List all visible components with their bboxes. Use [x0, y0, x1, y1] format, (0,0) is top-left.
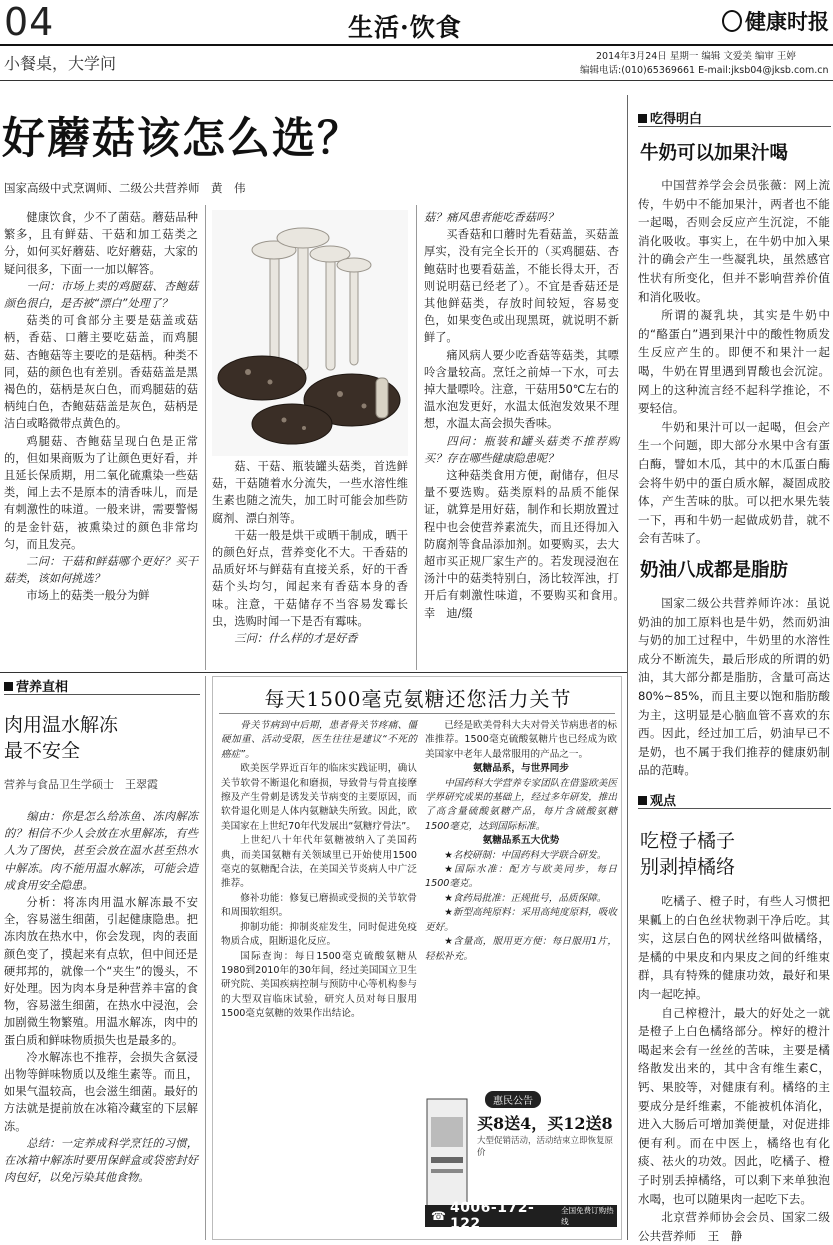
product-box-icon — [425, 1097, 469, 1217]
thaw-headline-line1: 肉用温水解冻 — [4, 714, 119, 736]
paragraph: 总结：一定养成科学烹饪的习惯，在冰箱中解冻时要用保鲜盒或袋密封好肉包好，以免污染其他食物。 — [4, 1136, 198, 1185]
paragraph: 这种菇类食用方便，耐储存，但尽量不要选购。菇类原料的品质不能保证，就算是用好菇，制作和长期放置过程中也会使营养素流失，而且还得加入防腐剂等食品添加剂。如要购买，去大超市买正规厂家生产的。若发现浸泡在汤汁中的菇类特别白，汤比较浑浊，打开后有刺激性味道，不要购买和食用。 幸 迪/缀 — [424, 469, 631, 620]
thaw-article-body — [4, 808, 198, 1240]
paragraph: 氨糖品系五大优势 — [482, 835, 560, 847]
section-square-icon — [4, 682, 13, 691]
paragraph: 菇、干菇、瓶装罐头菇类，首选鲜菇，干菇随着水分流失，一些水溶性维生素也随之流失，加工时可能会加些防腐剂、漂白剂等。 — [212, 460, 408, 525]
promo-phone-note: 全国免费订购热线 — [561, 1206, 614, 1226]
paragraph: ★国际水准：配方与欧美同步，每日1500毫克。 — [425, 864, 617, 890]
orange-headline-line2: 别剥掉橘络 — [640, 856, 736, 878]
paragraph: 中国药科大学营养专家团队在借鉴欧美医学界研究成果的基础上，经过多年研发，推出了高含量硫酸氨糖产品，每片含硫酸氨糖1500毫克，达到国际标准。 — [425, 777, 617, 832]
contact-line: 编辑电话:(010)65369661 E-mail:jksb04@jksb.com.cn — [580, 65, 829, 76]
section-square-icon — [638, 114, 647, 123]
paragraph: 市场上的菇类一般分为鲜 — [26, 589, 150, 603]
promo-offer: 买8送4，买12送8 — [477, 1114, 613, 1133]
milk-headline: 牛奶可以加果汁喝 — [640, 143, 789, 164]
milk-article-body — [638, 176, 830, 548]
mushroom-photo — [212, 210, 408, 456]
paragraph: 上世纪八十年代年氨糖被纳入了美国药典，而美国氨糖有关领域里已开始使用1500毫克的氨糖配合法，在美国关节炎病人中广泛推荐。 — [221, 835, 417, 890]
thaw-headline-line2: 最不安全 — [4, 740, 81, 762]
paragraph: 分析：将冻肉用温水解冻最不安全，容易滋生细菌，引起健康隐患。把冻肉放在热水中，你会发现，肉的表面颜色变了，摸起来有点软，但中间还是硬邦邦的，就像一个“夹生”的馒头，不好处理。因为肉本身是种营养丰富的食物，容易滋生细菌，在热水中浸泡，会加剧微生物繁殖。用温水解冻，肉中的蛋白质和鲜味物质损失也是最多的。 — [4, 896, 198, 1047]
page-number: 04 — [4, 0, 55, 44]
paragraph: 吃橘子、橙子时，有些人习惯把果瓤上的白色丝状物剥干净后吃。其实，这层白色的网状丝络叫做橘络，是橘的中果皮和内果皮之间的纤维束群，具有特殊的健康功效，最好和果肉一起吃掉。 — [638, 894, 830, 1001]
paragraph: 已经是欧美骨科大夫对骨关节病患者的标准推荐。1500毫克硫酸氨糖片也已经成为欧美国家中老年人最常服用的产品之一。 — [425, 720, 617, 760]
section-label-opinion: 观点 — [638, 790, 676, 809]
paragraph: 痛风病人要少吃香菇等菇类，其嘌呤含量较高。烹饪之前焯一下水，可去掉大量嘌呤。注意，干菇用50℃左右的温水泡发更好，水温太低泡发效果不理想，水温太高会损失香味。 — [424, 348, 619, 431]
main-article-col2 — [212, 458, 408, 670]
paragraph: 健康饮食，少不了菌菇。蘑菇品种繁多，且有鲜菇、干菇和加工菇类之分，如何买好蘑菇、吃好蘑菇，大家的疑问很多，下面一一加以解答。 — [4, 211, 198, 276]
advert-headline: 每天1500毫克氨糖还您活力关节 — [264, 687, 572, 711]
section-square-icon — [638, 796, 647, 805]
paragraph: 牛奶和果汁可以一起喝，但会产生一个问题，即大部分水果中含有蛋白酶，譬如木瓜，其中的木瓜蛋白酶会将牛奶中的蛋白质水解，凝固成胶体，产生苦味的肽。可以把水果先装一下，再和牛奶一起做成奶昔，就不会有苦味了。 — [638, 419, 830, 546]
logo-mark-icon — [722, 10, 742, 32]
date-line: 2014年3月24日 星期一 编辑 文爱美 编审 王婷 — [596, 51, 796, 62]
paragraph: 二问：干菇和鲜菇哪个更好？买干菇类，该如何挑选？ — [4, 555, 198, 586]
cream-article-body — [638, 594, 830, 780]
paragraph: ★新型高纯原料：采用高纯度原料，吸收更好。 — [425, 907, 617, 933]
section-label-eat: 吃得明白 — [638, 108, 702, 127]
paragraph: 鸡腿菇、杏鲍菇呈现白色是正常的，但如果商贩为了让颜色更好看，并且延长保质期，用二氧化硫熏染一些菇类，闻上去不是原本的清香味儿，而是有刺激性的味道。一般来讲，需要警惕的是金针菇，被熏染过的颜色非常均匀，而且发亮。 — [4, 434, 198, 551]
paragraph: 中国营养学会会员张薇：网上流传，牛奶中不能加果汁，两者也不能一起喝，否则会反应产生沉淀，不能消化吸收。事实上，在牛奶中加入果汁的确会产生一些凝乳块，虽然感官性状有所变化，但并不影响营养价值和消化吸收。 — [638, 178, 830, 304]
main-article-col3 — [424, 209, 631, 669]
paragraph: 一问：市场上卖的鸡腿菇、杏鲍菇颜色很白，是否被“漂白”处理了？ — [4, 279, 198, 311]
thaw-byline: 营养与食品卫生学硕士 王翠霞 — [4, 778, 158, 791]
paragraph: 氨糖品系，与世界同步 — [473, 763, 569, 775]
paragraph: 国际查询：每日1500毫克硫酸氨糖从1980到2010年的30年间，经过美国国立卫生研究院、美国疾病控制与预防中心等机构参与的大型双盲临床试验，研究人员对每日服用1500毫克氨糖的效果作出结论。 — [221, 950, 417, 1020]
paragraph: ★名校研制：中国药科大学联合研发。 — [444, 849, 607, 861]
main-headline: 好蘑菇该怎么选？ — [2, 114, 362, 164]
promo-phone: 4006-172-122 — [449, 1200, 535, 1232]
advert-col1 — [221, 719, 417, 1231]
logo-text: 健康时报 — [745, 9, 829, 34]
section-title: 生活·饮食 — [348, 13, 462, 42]
paragraph: 菇？痛风患者能吃香菇吗？ — [424, 211, 559, 224]
advert-promo — [425, 1087, 617, 1235]
main-byline: 国家高级中式烹调师、二级公共营养师 黄 伟 — [4, 181, 246, 195]
paragraph: 欧美医学界近百年的临床实践证明，确认关节软骨不断退化和磨损，导致骨与骨直接摩擦及产生骨刺是诱发关节病变的主要原因，而软骨退化则是人体内氨糖缺失所致。因此，欧美国家在上世纪70年代发展出“氨糖疗骨法”。 — [221, 763, 417, 832]
paragraph: 骨关节病到中后期，患者骨关节疼痛、僵硬加重、活动受限，医生往往是建议“不死的癌症”。 — [221, 720, 417, 760]
section-label-nutrition: 营养直相 — [4, 676, 68, 695]
main-article-col1 — [4, 209, 198, 669]
column-name: 小餐桌，大学问 — [4, 54, 117, 73]
paragraph: 四问：瓶装和罐头菇类不推荐购买？存在哪些健康隐患呢？ — [424, 434, 619, 465]
promo-phone-bar — [425, 1200, 617, 1232]
promo-sub: 大型促销活动，活动结束立即恢复原价 — [477, 1136, 614, 1158]
paragraph: 干菇一般是烘干或晒干制成，晒干的颜色好点，营养变化不大。干香菇的品质好坏与鲜菇有直接关系，好的干香菇个头均匀，闻起来有香菇本身的香味。注意，干菇储存不当容易发霉长虫，选购时闻一下是否有霉味。 — [212, 528, 408, 628]
paragraph: 所谓的凝乳块，其实是牛奶中的“酪蛋白”遇到果汁中的酸性物质发生反应产生的。即便不和果汁一起喝，牛奶在胃里遇到胃酸也会沉淀。网上的这种流言经不起科学推论，不要轻信。 — [638, 308, 830, 416]
advert-box — [212, 676, 622, 1240]
paragraph: 三问：什么样的才是好香 — [234, 632, 358, 646]
logo — [722, 6, 829, 36]
paragraph: ★含量高，服用更方便：每日服用1片，轻松补充。 — [425, 936, 617, 962]
phone-icon: ☎ — [431, 1209, 446, 1223]
paragraph: 买香菇和口蘑时先看菇盖，买菇盖厚实，没有完全长开的（买鸡腿菇、杏鲍菇时也要看菇盖，不能长得太开，否则说明菇已经老了）。不宜是香菇还是其他鲜菇类，存放时间较短，容易变色，如果变色或出现黑斑，就说明不新鲜了。 — [424, 228, 619, 345]
paragraph: 修补功能：修复已磨损或受损的关节软骨和周围软组织。 — [221, 892, 417, 919]
paragraph: 冷水解冻也不推荐，会损失含氨浸出物等鲜味物质以及维生素等。而且，如果气温较高，也会滋生细菌。最好的方法就是提前放在冰箱冷藏室的下层解冻。 — [4, 1050, 198, 1133]
orange-headline-line1: 吃橙子橘子 — [640, 830, 736, 852]
col1-paras — [4, 209, 198, 605]
paragraph: 国家二级公共营养师许冰：虽说奶油的加工原料也是牛奶，然而奶油与奶的加工过程中，牛奶里的水溶性成分不断流失，最后形成的所谓的奶油，其大部分都是脂肪，含量可高达80%~85%，而且主要以饱和脂肪酸为主，这明显是心脑血管不喜欢的东西。因此，经过加工后，奶油早已不是奶，也不属于我们推荐的健康奶制品的范畴。 — [638, 596, 830, 778]
paragraph: 菇类的可食部分主要是菇盖或菇柄，香菇、口蘑主要吃菇盖，而鸡腿菇、杏鲍菇等主要吃的是菇柄。种类不同，菇的颜色也有差别。香菇菇盖是黑褐色的，菇柄是灰白色，而鸡腿菇的菇柄纯白色，杏鲍菇菇盖是灰色，菇柄是洁白或略微带点黄色的。 — [4, 314, 198, 431]
paragraph: 北京营养师协会会员、国家二级公共营养师 王 静 — [638, 1210, 830, 1243]
advert-col2 — [425, 719, 617, 1049]
promo-badge: 惠民公告 — [485, 1091, 541, 1108]
cream-headline: 奶油八成都是脂肪 — [640, 560, 789, 581]
paragraph: 自己榨橙汁，最大的好处之一就是橙子上白色橘络部分。榨好的橙汁喝起来会有一丝丝的苦味，主要是橘络散发出来的，其中含有维生素C，钙、果胶等，对健康有利。橘络的主要成分是纤维素，不能被机体消化，进入大肠后可增加粪便量，对促进排便有利。而在中医上，橘络也有化痰、祛火的功效。因此，吃橘子、橙子时别丢掉橘络，可以剩下来单独泡水喝，也可以随果肉一起吃下去。 — [638, 1005, 830, 1206]
orange-article-body — [638, 892, 830, 1243]
paragraph: ★食药局批准：正规批号，品质保障。 — [444, 892, 607, 904]
paragraph: 抑制功能：抑制炎症发生，同时促进免疫物质合成，阻断退化反应。 — [221, 921, 417, 948]
paragraph: 编由：你是怎么给冻鱼、冻肉解冻的？相信不少人会放在水里解冻，有些人为了图快，甚至会放在温水甚至热水中解冻。肉不能用温水解冻，可能会造成食用安全隐患。 — [4, 810, 198, 892]
